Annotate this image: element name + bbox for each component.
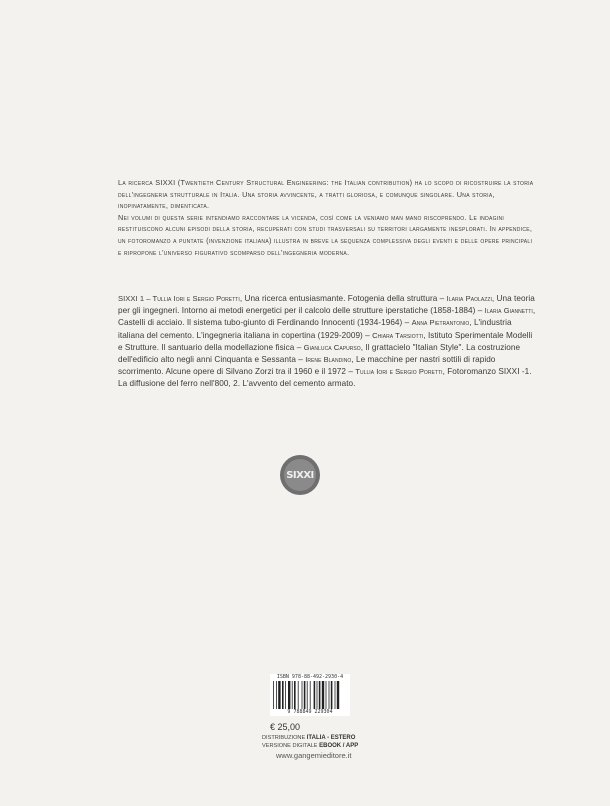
summary-title: , Le macchine per nastri sottili di rapido scorrimento. Alcune opere di Silvano Zorzi tra il 1960 e il 1972 – [118, 355, 496, 377]
summary-title: , Fotoromanzo SIXXI -1. La diffusione del ferro nell'800, 2. L'avvento del cemento armato. [118, 367, 532, 389]
barcode-bar [314, 681, 316, 709]
barcode-bar [331, 681, 333, 709]
intro-text [118, 177, 538, 258]
barcode-bar [302, 681, 303, 709]
barcode-bar [288, 681, 290, 709]
barcode-bar [278, 681, 280, 709]
digital-version-line [262, 743, 358, 751]
logo-text: SIXXI [286, 469, 314, 481]
barcode-bar [276, 681, 277, 709]
barcode-bar [310, 681, 311, 709]
price: € 25,00 [270, 722, 301, 732]
isbn-label: ISBN 978-88-492-2930-4 [276, 674, 344, 680]
barcode-bar [319, 681, 321, 709]
summary-author: Ilaria Paolazzi [446, 294, 492, 303]
summary-title: , Castelli di acciaio. Il sistema tubo-giunto di Ferdinando Innocenti (1934-1964) – [118, 306, 536, 328]
summary-title: , Una ricerca entusiasmante. Fotogenia della struttura – [239, 294, 447, 303]
barcode-bar [335, 681, 336, 709]
summary-title: , Una teoria per gli ingegneri. Intorno ai metodi energetici per il calcolo delle strutture iperstatiche (1858-1884) – [118, 294, 535, 316]
distribution-info [262, 735, 358, 750]
summary-author: Tullia Iori e Sergio Poretti [355, 367, 443, 377]
barcode-bar [326, 681, 327, 709]
intro-paragraph-1: La ricerca SIXXI (Twentieth Century Structural Engineering: the Italian contribution) ha lo scopo di ricostruire la storia dell'ingegneria strutturale in Italia. Una storia avvincente, a tratti gloriosa, e comunque singolare. Una storia, inopinatamente, dimenticata. [118, 178, 534, 211]
barcode-number: 9 788849 229304 [287, 709, 333, 715]
series-summary [118, 293, 538, 391]
summary-author: Irene Blandino [305, 355, 352, 365]
barcode-bar [304, 681, 306, 709]
distribution-line [262, 735, 358, 743]
barcode-bar [337, 681, 339, 709]
isbn-barcode [270, 674, 350, 716]
summary-title: , L'industria italiana del cemento. L'ingegneria italiana in copertina (1929-2009) – [118, 318, 512, 340]
summary-author: Gianluca Capurso [303, 342, 361, 352]
barcode-bar [285, 681, 286, 709]
publisher-website[interactable]: www.gangemieditore.it [276, 751, 352, 760]
intro-paragraph-2: Nei volumi di questa serie intendiamo raccontare la vicenda, così come la veniamo man mano riscoprendo. Le indagini restituiscono alcuni episodi della storia, recuperati con studi trasversali su territori largamente inesplorati. In appendice, un fotoromanzo a puntate (invenzione italiana) illustra in breve la sequenza complessiva degli eventi e delle opere principali e ripropone l'universo figurativo scomparso dell'ingegneria moderna. [118, 212, 533, 257]
barcode-bar [317, 681, 318, 709]
barcode-bar [307, 681, 308, 709]
digital-version-value: EBOOK / APP [319, 742, 359, 749]
summary-title: , Il grattacielo "Italian Style". La costruzione dell'edificio alto negli anni Cinquanta e Sessanta – [118, 342, 521, 365]
barcode-bar [273, 681, 274, 709]
digital-version-label: VERSIONE DIGITALE [262, 742, 318, 749]
sixxi-logo-mark [284, 459, 316, 491]
distribution-value: ITALIA - ESTERO [306, 735, 356, 741]
summary-title: , Istituto Sperimentale Modelli e Strutture. Il santuario della modellazione fisica – [118, 330, 533, 352]
barcode-bar [329, 681, 330, 709]
summary-author: Anna Pietrantonio [411, 318, 470, 328]
barcode-bar [282, 681, 284, 709]
barcode-bar [292, 681, 293, 709]
sixxi-logo [280, 455, 320, 495]
distribution-label: DISTRIBUZIONE [262, 735, 306, 741]
barcode-bar [322, 681, 324, 709]
barcode-bar [294, 681, 296, 709]
summary-author: Ilaria Giannetti [484, 306, 533, 316]
summary-author: SIXXI 1 – Tullia Iori e Sergio Poretti [118, 294, 240, 303]
summary-author: Chiara Tarsiotti [372, 330, 424, 340]
barcode-bars [273, 681, 347, 709]
barcode-bar [298, 681, 299, 709]
